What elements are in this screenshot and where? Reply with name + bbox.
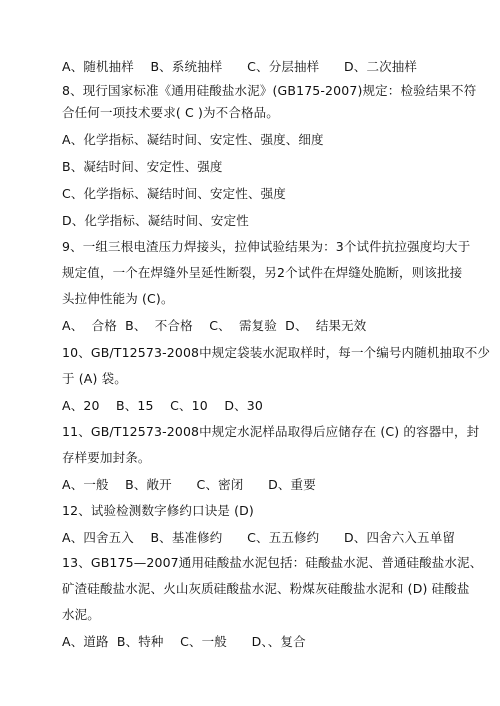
option-line-q7: A、随机抽样 B、系统抽样 C、分层抽样 D、二次抽样 xyxy=(62,59,418,74)
options-q10: A、20 B、15 C、10 D、30 xyxy=(62,398,263,413)
question-13-line-2: 矿渣硅酸盐水泥、火山灰质硅酸盐水泥、粉煤灰硅酸盐水泥和 (D) 硅酸盐 xyxy=(62,581,470,596)
option-d-q8: D、化学指标、凝结时间、安定性 xyxy=(62,213,249,228)
question-11-line-2: 存样要加封条。 xyxy=(62,450,151,465)
options-q11: A、一般 B、敞开 C、密闭 D、重要 xyxy=(62,477,316,492)
options-q9: A、 合格 B、 不合格 C、 需复验 D、 结果无效 xyxy=(62,318,367,333)
question-8-line-2: 合任何一项技术要求( C )为不合格品。 xyxy=(62,105,279,120)
option-b-q8: B、凝结时间、安定性、强度 xyxy=(62,159,223,174)
question-9-line-3: 头拉伸性能为 (C)。 xyxy=(62,291,174,306)
question-10-line-2: 于 (A) 袋。 xyxy=(62,371,127,386)
question-13-line-1: 13、GB175—2007通用硅酸盐水泥包括：硅酸盐水泥、普通硅酸盐水泥、 xyxy=(62,555,483,570)
question-9-line-2: 规定值，一个在焊缝外呈延性断裂，另2个试件在焊缝处脆断，则该批接 xyxy=(62,265,463,280)
question-10-line-1: 10、GB/T12573-2008中规定袋装水泥取样时，每一个编号内随机抽取不少 xyxy=(62,345,491,360)
option-c-q8: C、化学指标、凝结时间、安定性、强度 xyxy=(62,186,286,201)
option-a-q8: A、化学指标、凝结时间、安定性、强度、细度 xyxy=(62,132,324,147)
question-11-line-1: 11、GB/T12573-2008中规定水泥样品取得后应储存在 (C) 的容器中，封 xyxy=(62,424,480,439)
question-8-line-1: 8、现行国家标准《通用硅酸盐水泥》(GB175-2007)规定：检验结果不符 xyxy=(62,83,477,98)
options-q13: A、道路 B、特种 C、一般 D、、复合 xyxy=(62,634,306,649)
question-12: 12、试验检测数字修约口诀是 (D) xyxy=(62,503,254,518)
question-13-line-3: 水泥。 xyxy=(62,607,100,622)
options-q12: A、四舍五入 B、基准修约 C、五五修约 D、四舍六入五单留 xyxy=(62,530,456,545)
question-9-line-1: 9、一组三根电渣压力焊接头，拉伸试验结果为：3个试件抗拉强度均大于 xyxy=(62,239,471,254)
